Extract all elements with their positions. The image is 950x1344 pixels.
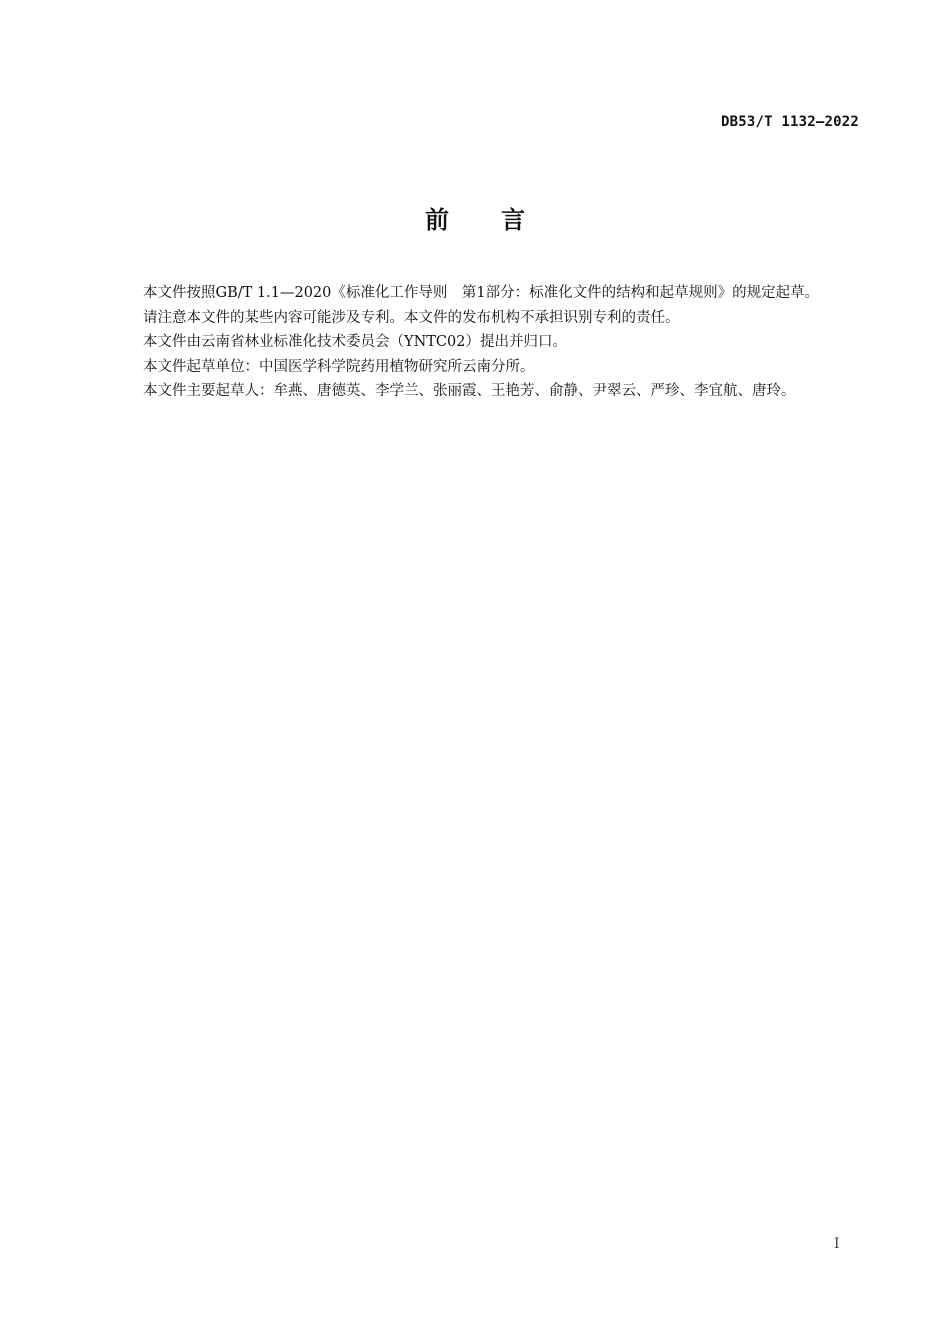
paragraph-drafting-basis: 本文件按照GB/T 1.1—2020《标准化工作导则 第1部分：标准化文件的结构和起草规则》的规定起草。 [143,285,820,301]
paragraph-drafting-unit: 本文件起草单位：中国医学科学院药用植物研究所云南分所。 [143,358,535,375]
paragraph-drafters: 本文件主要起草人：牟燕、唐德英、李学兰、张丽霞、王艳芳、俞静、尹翠云、严珍、李宜航、唐玲。 [143,383,796,400]
page-title [0,200,950,235]
paragraph-patent-notice: 请注意本文件的某些内容可能涉及专利。本文件的发布机构不承担识别专利的责任。 [143,309,680,326]
document-code: DB53/T 1132—2022 [720,114,859,130]
paragraph-proposer: 本文件由云南省林业标准化技术委员会（YNTC02）提出并归口。 [143,334,567,351]
title-char-2: 言 [501,206,525,234]
title-char-1: 前 [425,206,449,234]
foreword-body [114,281,860,404]
page-number: I [834,1236,840,1252]
